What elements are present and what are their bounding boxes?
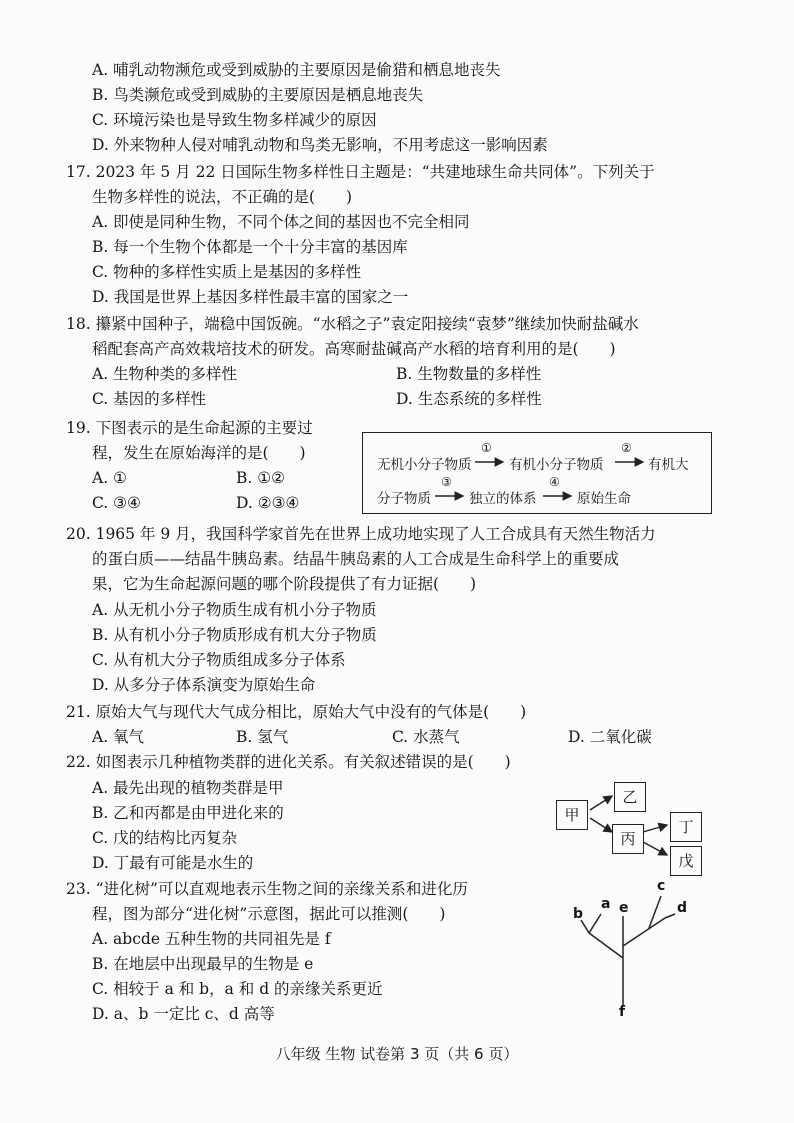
arrow-bing-ding xyxy=(643,825,667,832)
node-independent-system: 独立的体系 xyxy=(469,491,537,507)
q16-option-d: D. 外来物种人侵对哺乳动物和鸟类无影响，不用考虑这一影响因素 xyxy=(92,136,548,154)
q23-stem-line1: 23. “进化树”可以直观地表示生物之间的亲缘关系和进化历 xyxy=(66,880,468,898)
q17-option-d: D. 我国是世界上基因多样性最丰富的国家之一 xyxy=(92,288,409,306)
q23-option-a: A. abcde 五种生物的共同祖先是 f xyxy=(92,930,331,948)
q22-option-a: A. 最先出现的植物类群是甲 xyxy=(92,779,284,797)
arrow-jia-bing xyxy=(590,818,612,832)
q16-option-a: A. 哺乳动物濒危或受到威胁的主要原因是偷猎和栖息地丧失 xyxy=(92,61,501,79)
q21-option-a: A. 氧气 xyxy=(92,728,145,746)
q18-option-d: D. 生态系统的多样性 xyxy=(396,390,542,408)
tree-label-e: e xyxy=(619,900,629,916)
q23-option-d: D. a、b 一定比 c、d 高等 xyxy=(92,1005,275,1023)
life-origin-diagram xyxy=(362,432,712,514)
q22-option-c: C. 戊的结构比丙复杂 xyxy=(92,829,238,847)
node-organic-large-a: 有机大 xyxy=(648,457,689,473)
branch-a xyxy=(589,914,601,933)
q22-option-d: D. 丁最有可能是水生的 xyxy=(92,854,254,872)
node-inorganic-small: 无机小分子物质 xyxy=(377,457,472,473)
q23-option-c: C. 相较于 a 和 b，a 和 d 的亲缘关系更近 xyxy=(92,980,383,998)
q18-option-b: B. 生物数量的多样性 xyxy=(396,365,542,383)
step-3-label: ③ xyxy=(441,475,452,489)
plant-box-bing: 丙 xyxy=(612,824,644,854)
q19-option-c: C. ③④ xyxy=(92,494,141,512)
q23-option-b: B. 在地层中出现最早的生物是 e xyxy=(92,955,314,973)
q22-option-b: B. 乙和丙都是由甲进化来的 xyxy=(92,804,284,822)
evolution-tree-diagram xyxy=(565,878,700,1023)
page-footer: 八年级 生物 试卷第 3 页（共 6 页） xyxy=(275,1045,519,1063)
node-primitive-life: 原始生命 xyxy=(577,491,631,507)
q19-option-d: D. ②③④ xyxy=(236,494,300,512)
q18-option-a: A. 生物种类的多样性 xyxy=(92,365,238,383)
arrow-bing-wu xyxy=(643,842,667,855)
branch-d xyxy=(665,914,675,918)
q23-stem-line2: 程，图为部分“进化树”示意图，据此可以推测( ) xyxy=(92,905,446,923)
q16-option-b: B. 鸟类濒危或受到威胁的主要原因是栖息地丧失 xyxy=(92,86,424,104)
step-4-label: ④ xyxy=(549,475,560,489)
plant-evolution-diagram xyxy=(550,780,720,880)
tree-label-f: f xyxy=(619,1004,626,1020)
plant-box-jia: 甲 xyxy=(556,800,588,830)
tree-label-c: c xyxy=(657,878,666,894)
q21-option-c: C. 水蒸气 xyxy=(392,728,460,746)
q22-stem: 22. 如图表示几种植物类群的进化关系。有关叙述错误的是( ) xyxy=(66,753,511,771)
q20-option-b: B. 从有机小分子物质形成有机大分子物质 xyxy=(92,626,377,644)
q19-stem-line1: 19. 下图表示的是生命起源的主要过 xyxy=(66,419,313,437)
step-1-label: ① xyxy=(481,441,492,455)
q17-stem-line2: 生物多样性的说法，不正确的是( ) xyxy=(92,188,353,206)
branch-ab xyxy=(589,933,623,958)
q19-option-b: B. ①② xyxy=(236,469,286,487)
q20-stem-line3: 果，它为生命起源问题的哪个阶段提供了有力证据( ) xyxy=(92,575,477,593)
tree-label-b: b xyxy=(573,906,584,922)
q18-stem-line1: 18. 攥紧中国种子，端稳中国饭碗。“水稻之子”袁定阳接续“袁梦”继续加快耐盐碱水 xyxy=(66,315,639,333)
q21-option-b: B. 氢气 xyxy=(236,728,289,746)
tree-label-a: a xyxy=(601,896,611,912)
node-organic-large-b: 分子物质 xyxy=(377,491,431,507)
q20-stem-line1: 20. 1965 年 9 月，我国科学家首先在世界上成功地实现了人工合成具有天然生物活力 xyxy=(66,525,656,543)
q16-option-c: C. 环境污染也是导致生物多样减少的原因 xyxy=(92,111,377,129)
q19-stem-line2: 程，发生在原始海洋的是( ) xyxy=(92,444,306,462)
node-organic-small: 有机小分子物质 xyxy=(509,457,604,473)
q17-option-c: C. 物种的多样性实质上是基因的多样性 xyxy=(92,263,362,281)
branch-cd xyxy=(623,918,665,946)
q17-option-b: B. 每一个生物个体都是一个十分丰富的基因库 xyxy=(92,238,408,256)
q18-stem-line2: 稻配套高产高效栽培技术的研发。高寒耐盐碱高产水稻的培育利用的是( ) xyxy=(92,340,616,358)
q20-stem-line2: 的蛋白质——结晶牛胰岛素。结晶牛胰岛素的人工合成是生命科学上的重要成 xyxy=(92,550,620,568)
q17-option-a: A. 即使是同种生物，不同个体之间的基因也不完全相同 xyxy=(92,213,470,231)
q20-option-a: A. 从无机小分子物质生成有机小分子物质 xyxy=(92,601,377,619)
q21-stem: 21. 原始大气与现代大气成分相比，原始大气中没有的气体是( ) xyxy=(66,703,527,721)
q20-option-d: D. 从多分子体系演变为原始生命 xyxy=(92,676,316,694)
branch-c xyxy=(649,896,661,928)
tree-label-d: d xyxy=(677,900,688,916)
q20-option-c: C. 从有机大分子物质组成多分子体系 xyxy=(92,651,346,669)
plant-box-wu: 戊 xyxy=(670,846,702,876)
plant-box-yi: 乙 xyxy=(614,782,646,812)
arrow-jia-yi xyxy=(590,796,612,810)
q17-stem-line1: 17. 2023 年 5 月 22 日国际生物多样性日主题是：“共建地球生命共同体”。下列关于 xyxy=(66,163,655,181)
step-2-label: ② xyxy=(621,441,632,455)
q18-option-c: C. 基因的多样性 xyxy=(92,390,207,408)
q21-option-d: D. 二氧化碳 xyxy=(568,728,652,746)
q19-option-a: A. ① xyxy=(92,469,127,487)
plant-box-ding: 丁 xyxy=(670,812,702,842)
